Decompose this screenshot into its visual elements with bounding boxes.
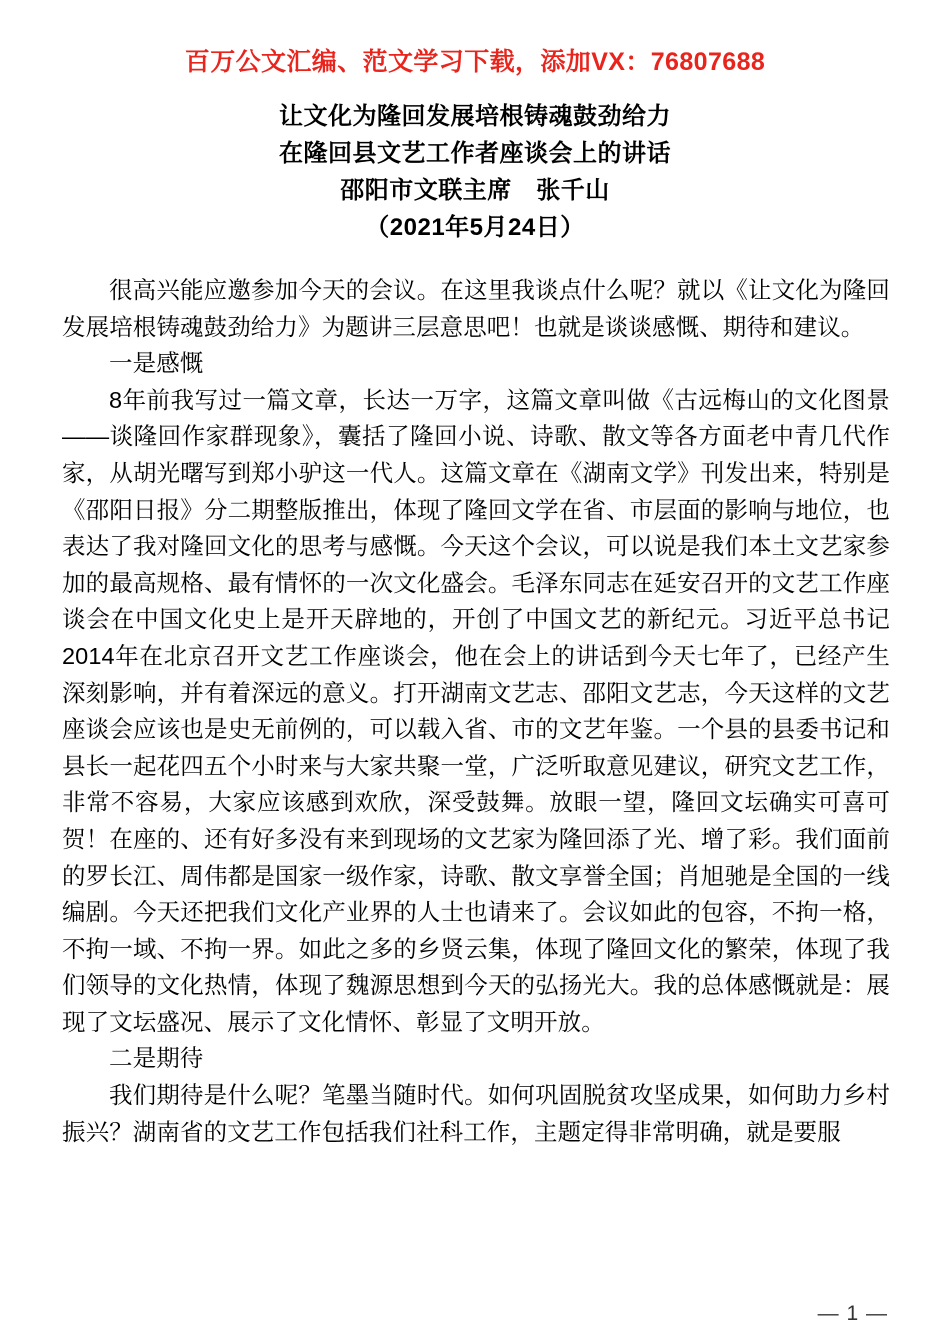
page-number: — 1 — [817, 1302, 888, 1325]
document-date: （2021年5月24日） [365, 214, 585, 241]
section-heading: 一是感慨 [109, 350, 204, 377]
body-paragraph: 很高兴能应邀参加今天的会议。在这里我谈点什么呢？就以《让文化为隆回发展培根铸魂鼓劲给力》为题讲三层意思吧！也就是谈谈感慨、期待和建议。 [62, 277, 890, 340]
promo-header-banner: 百万公文汇编、范文学习下载，添加VX：76807688 [184, 48, 766, 76]
body-paragraph: 我们期待是什么呢？笔墨当随时代。如何巩固脱贫攻坚成果，如何助力乡村振兴？湖南省的文艺工作包括我们社科工作，主题定得非常明确，就是要服 [62, 1082, 890, 1145]
body-paragraph: 8年前我写过一篇文章，长达一万字，这篇文章叫做《古远梅山的文化图景——谈隆回作家群现象》，囊括了隆回小说、诗歌、散文等各方面老中青几代作家，从胡光曙写到郑小驴这一代人。这篇文章在《湖南文学》刊发出来，特别是《邵阳日报》分二期整版推出，体现了隆回文学在省、市层面的影响与地位，也表达了我对隆回文化的思考与感慨。今天这个会议，可以说是我们本土文艺家参加的最高规格、最有情怀的一次文化盛会。毛泽东同志在延安召开的文艺工作座谈会在中国文化史上是开天辟地的，开创了中国文艺的新纪元。习近平总书记2014年在北京召开文艺工作座谈会，他在会上的讲话到今天七年了，已经产生深刻影响，并有着深远的意义。打开湖南文艺志、邵阳文艺志，今天这样的文艺座谈会应该也是史无前例的，可以载入省、市的文艺年鉴。一个县的县委书记和县长一起花四五个小时来与大家共聚一堂，广泛听取意见建议，研究文艺工作，非常不容易，大家应该感到欢欣，深受鼓舞。放眼一望，隆回文坛确实可喜可贺！在座的、还有好多没有来到现场的文艺家为隆回添了光、增了彩。我们面前的罗长江、周伟都是国家一级作家，诗歌、散文享誉全国；肖旭驰是全国的一线编剧。今天还把我们文化产业界的人士也请来了。会议如此的包容，不拘一格，不拘一域、不拘一界。如此之多的乡贤云集，体现了隆回文化的繁荣，体现了我们领导的文化热情，体现了魏源思想到今天的弘扬光大。我的总体感慨就是：展现了文坛盛况、展示了文化情怀、彰显了文明开放。 [62, 386, 890, 1035]
document-byline: 邵阳市文联主席 张千山 [340, 177, 610, 204]
title-block [0, 98, 950, 246]
document-title: 让文化为隆回发展培根铸魂鼓劲给力 [279, 103, 671, 130]
section-heading: 二是期待 [109, 1045, 204, 1072]
document-subtitle: 在隆回县文艺工作者座谈会上的讲话 [279, 140, 671, 167]
document-body [62, 272, 890, 1150]
